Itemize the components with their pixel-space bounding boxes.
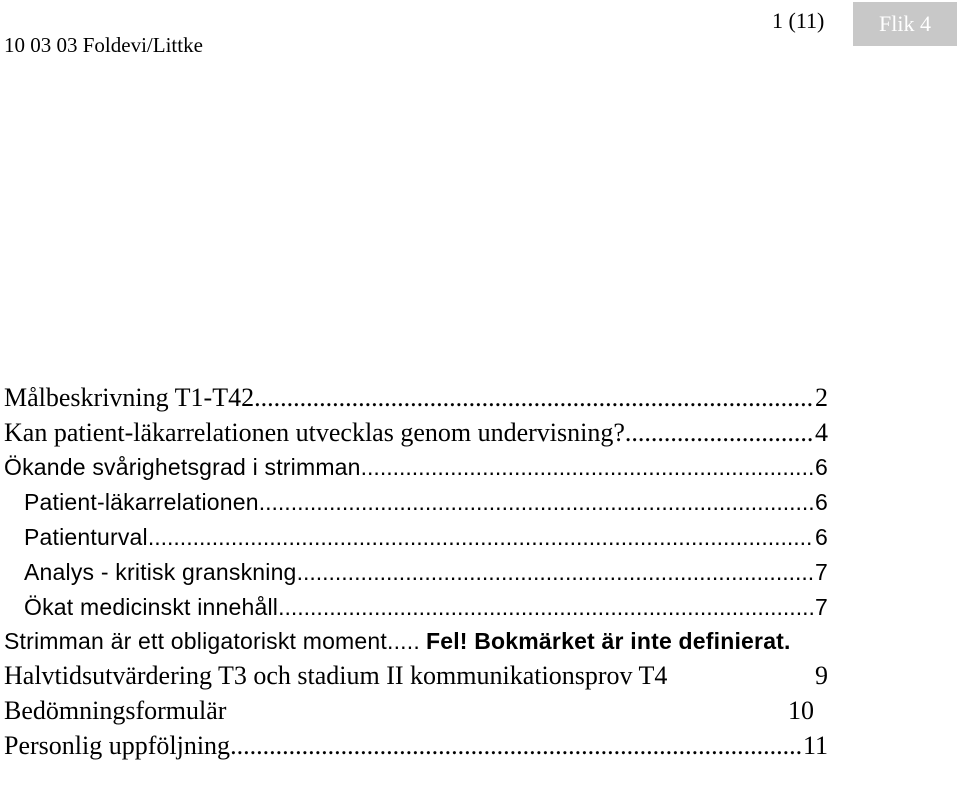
toc-dot-leader	[297, 555, 813, 590]
toc-entry-page: 6	[815, 489, 828, 515]
toc-entry-page: 7	[815, 559, 828, 585]
toc-entry-okat-medicinskt-innehall[interactable]	[4, 590, 828, 625]
toc-entry-page: 6	[815, 524, 828, 550]
toc-dot-leader	[387, 628, 420, 654]
toc-entry-title: Patient-läkarrelationen	[24, 489, 259, 515]
toc-dot-leader	[230, 728, 801, 763]
toc-dot-leader	[254, 380, 813, 415]
toc-entry-strimman-obligatoriskt[interactable]	[4, 625, 828, 658]
toc-entry-personlig-uppfoljning[interactable]	[4, 728, 828, 763]
toc-entry-title: Målbeskrivning T1-T42	[4, 383, 255, 412]
document-reference: 10 03 03 Foldevi/Littke	[4, 33, 203, 57]
toc-entry-page: 7	[815, 594, 828, 620]
toc-entry-title: Bedömningsformulär	[4, 696, 227, 725]
toc-dot-leader	[259, 485, 813, 520]
toc-dot-leader	[361, 450, 813, 485]
toc-entry-page: 2	[815, 383, 828, 412]
toc-entry-malbeskrivning[interactable]	[4, 380, 828, 415]
toc-entry-title: Analys - kritisk granskning	[24, 559, 297, 585]
toc-entry-page: 11	[802, 731, 828, 760]
toc-bookmark-error: Fel! Bokmärket är inte definierat.	[425, 628, 791, 654]
toc-entry-halvtidsutvardering[interactable]	[4, 658, 828, 693]
toc-dot-leader	[148, 520, 813, 555]
toc-entry-patient-lakarrelationen[interactable]	[4, 485, 828, 520]
toc-entry-title: Personlig uppföljning	[4, 731, 231, 760]
toc-entry-title: Ökande svårighetsgrad i strimman	[4, 454, 361, 480]
toc-entry-bedomningsformular[interactable]	[4, 693, 828, 728]
tab-flik-4[interactable]: Flik 4	[853, 2, 957, 46]
toc-entry-title: Halvtidsutvärdering T3 och stadium II kommunikationsprov T4	[4, 661, 668, 690]
toc-entry-page: 9	[815, 661, 828, 690]
toc-entry-title: Kan patient-läkarrelationen utvecklas genom undervisning?	[4, 418, 625, 447]
toc-entry-page: 10	[788, 696, 814, 725]
page-number: 1 (11)	[772, 8, 825, 33]
toc-dot-leader	[625, 415, 813, 450]
table-of-contents	[4, 380, 828, 763]
toc-entry-patienturval[interactable]	[4, 520, 828, 555]
toc-entry-okande-svarighetsgrad[interactable]	[4, 450, 828, 485]
toc-entry-analys-kritisk-granskning[interactable]	[4, 555, 828, 590]
toc-entry-title: Patienturval	[24, 524, 148, 550]
toc-entry-page: 4	[815, 418, 828, 447]
toc-entry-title: Strimman är ett obligatoriskt moment	[4, 628, 387, 654]
toc-entry-title: Ökat medicinskt innehåll	[24, 594, 279, 620]
toc-dot-leader	[278, 590, 813, 625]
toc-entry-patient-lakarrelation-undervisning[interactable]	[4, 415, 828, 450]
toc-entry-page: 6	[815, 454, 828, 480]
